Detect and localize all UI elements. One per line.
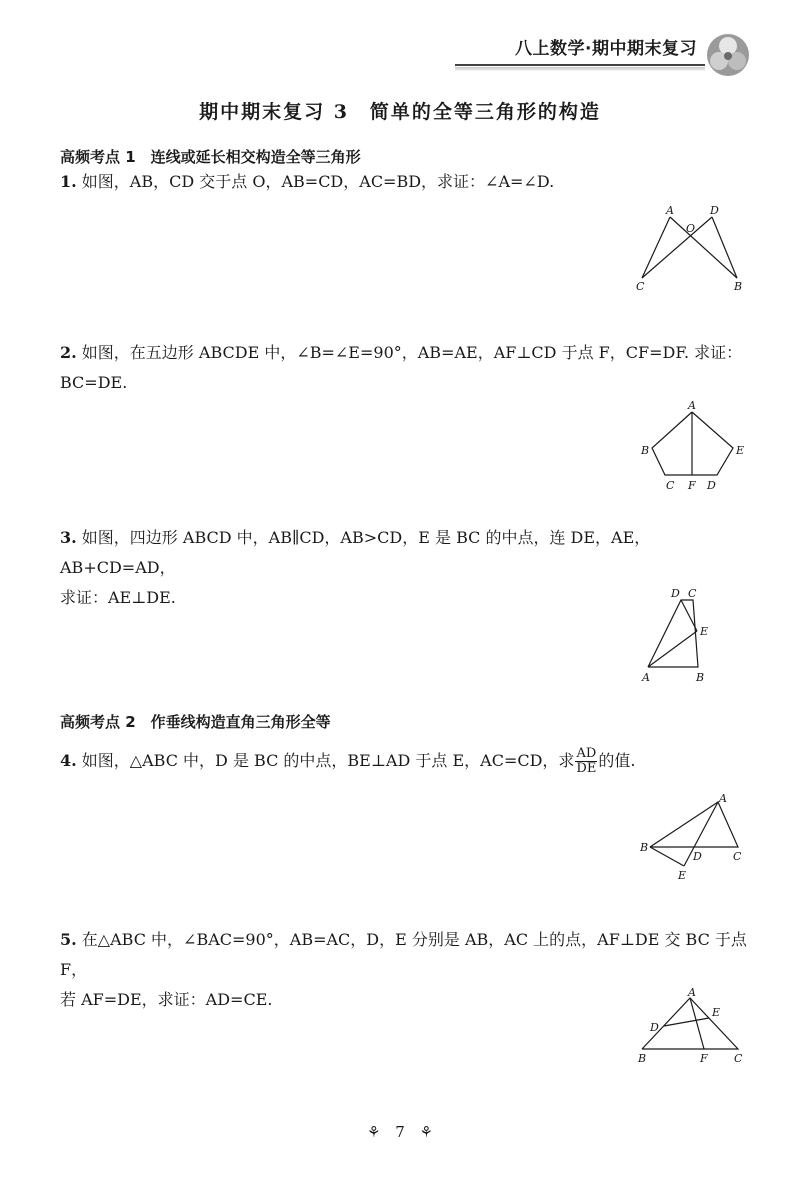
question-1 [60, 167, 750, 197]
question-text-line2: 求证：AE⊥DE. [60, 588, 176, 607]
page-footer [0, 1123, 800, 1141]
page-title: 期中期末复习 3 简单的全等三角形的构造 [199, 101, 601, 123]
question-2 [60, 338, 750, 398]
question-text-line2: BC=DE. [60, 373, 128, 392]
figure-4 [636, 790, 751, 885]
label-B: B [641, 444, 650, 457]
section-heading-2: 高频考点 2 作垂线构造直角三角形全等 [60, 713, 331, 731]
label-O: O [686, 222, 696, 235]
label-E: E [678, 869, 687, 882]
question-text-line1: 在△ABC 中，∠BAC=90°，AB=AC，D，E 分别是 AB，AC 上的点，AF⊥DE 交 BC 于点 F， [60, 930, 747, 979]
label-B: B [734, 280, 743, 293]
question-text-line1: 如图，四边形 ABCD 中，AB∥CD，AB>CD，E 是 BC 的中点，连 DE，AE，AB+CD=AD， [60, 528, 651, 577]
label-D: D [707, 479, 716, 492]
question-number: 1. [60, 172, 77, 191]
label-D: D [710, 204, 719, 217]
label-C: C [733, 850, 742, 863]
question-text: 如图，AB，CD 交于点 O，AB=CD，AC=BD，求证：∠A=∠D. [81, 172, 555, 191]
question-text-end: 的值. [598, 751, 636, 770]
fraction-denominator: DE [576, 761, 597, 776]
label-A: A [719, 792, 727, 805]
header-title: 八上数学·期中期末复习 [515, 39, 697, 59]
label-C: C [666, 479, 675, 492]
book-logo-icon [706, 33, 750, 77]
label-C: C [734, 1052, 743, 1065]
figure-3 [636, 585, 716, 685]
figure-5 [634, 985, 749, 1065]
fraction-ad-over-de [575, 747, 597, 776]
question-number: 2. [60, 343, 77, 362]
label-E: E [736, 444, 745, 457]
header-rule-shadow [455, 67, 705, 71]
figure-2 [635, 398, 750, 493]
label-A: A [642, 671, 650, 684]
label-B: B [638, 1052, 647, 1065]
question-text: 如图，△ABC 中，D 是 BC 的中点，BE⊥AD 于点 E，AC=CD，求 [81, 751, 575, 770]
label-E: E [712, 1006, 721, 1019]
label-A: A [688, 986, 696, 999]
label-F: F [700, 1052, 708, 1065]
header-rule [455, 64, 705, 66]
question-4 [60, 746, 750, 776]
question-number: 5. [60, 930, 77, 949]
label-D: D [671, 587, 680, 600]
label-F: F [688, 479, 696, 492]
ornament-right-icon: ⚘ [419, 1123, 433, 1141]
label-A: A [666, 204, 674, 217]
label-E: E [700, 625, 709, 638]
label-C: C [636, 280, 645, 293]
label-A: A [688, 399, 696, 412]
question-number: 3. [60, 528, 77, 547]
label-C: C [688, 587, 697, 600]
label-B: B [696, 671, 705, 684]
label-D: D [693, 850, 702, 863]
page-number: 7 [395, 1123, 405, 1141]
label-D: D [650, 1021, 659, 1034]
question-text-line2: 若 AF=DE，求证：AD=CE. [60, 990, 273, 1009]
question-number: 4. [60, 751, 77, 770]
label-B: B [640, 841, 649, 854]
fraction-numerator: AD [576, 746, 597, 761]
figure-1 [630, 200, 750, 295]
ornament-left-icon: ⚘ [366, 1123, 381, 1141]
section-heading-1: 高频考点 1 连线或延长相交构造全等三角形 [60, 148, 361, 166]
question-text-line1: 如图，在五边形 ABCDE 中，∠B=∠E=90°，AB=AE，AF⊥CD 于点 F，CF=DF. 求证： [81, 343, 743, 362]
